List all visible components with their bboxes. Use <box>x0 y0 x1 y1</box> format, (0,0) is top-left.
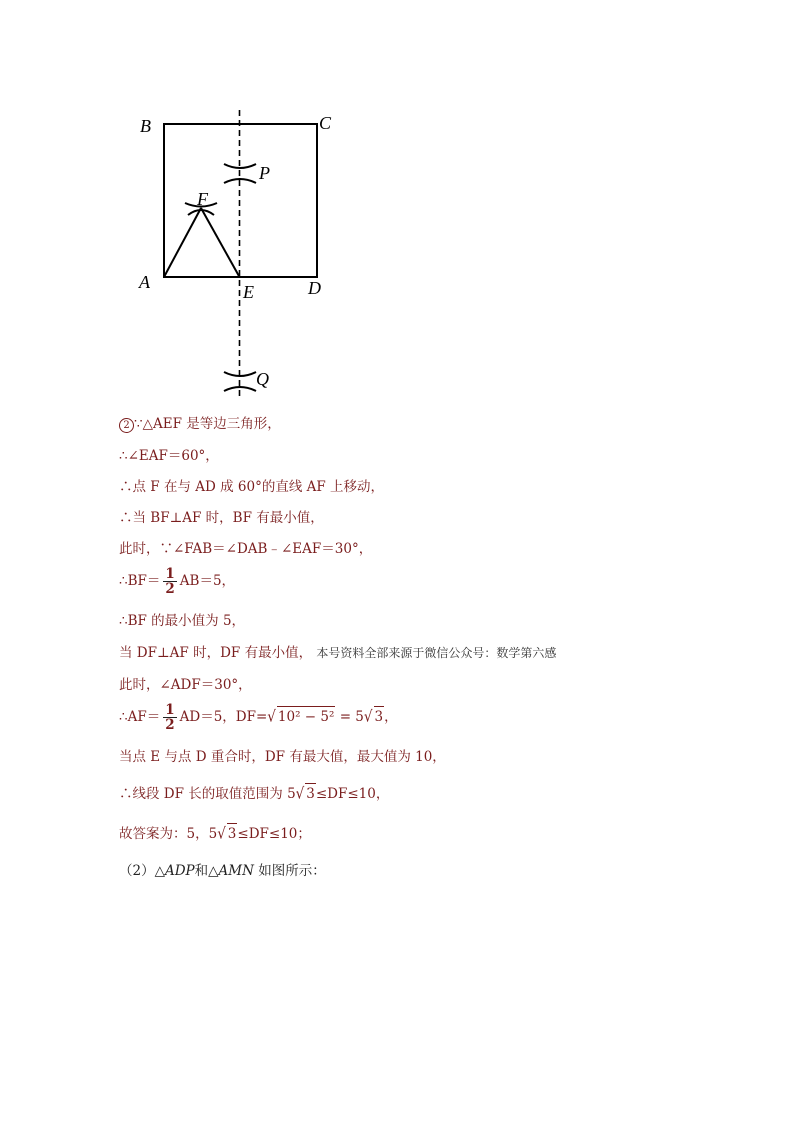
line-2-text: ∴∠EAF＝60°， <box>119 448 219 464</box>
line-6-text-b: AB＝5， <box>179 573 236 589</box>
line-7-text: ∴BF 的最小值为 5， <box>119 613 246 629</box>
line-13-text-b: ≤DF≤10； <box>237 826 311 842</box>
solution-line-11 <box>119 747 446 767</box>
line-12-text-a: ∴线段 DF 长的取值范围为 5 <box>119 786 296 802</box>
label-b: B <box>140 116 151 136</box>
radicand: 10² − 5² <box>277 706 336 727</box>
label-c: C <box>319 113 332 133</box>
circled-number: 2 <box>119 418 134 433</box>
line-6-text-a: ∴BF＝ <box>119 573 161 589</box>
fraction-half <box>163 703 176 732</box>
line-10-text-c: = 5 <box>335 709 364 725</box>
line-10-text-b: AD＝5，DF= <box>179 709 268 725</box>
segment-fe <box>201 208 240 277</box>
label-q: Q <box>256 369 269 389</box>
radical-sign: √ <box>217 824 226 844</box>
radicand: 3 <box>227 823 238 844</box>
fraction-numerator: 1 <box>165 702 175 718</box>
segment-af <box>164 208 201 277</box>
radical-sign: √ <box>267 707 276 727</box>
fraction-numerator: 1 <box>165 566 175 582</box>
label-p: P <box>259 163 270 183</box>
line-11-text: 当点 E 与点 D 重合时，DF 有最大值，最大值为 10， <box>119 749 446 765</box>
label-d: D <box>308 278 321 298</box>
label-e: E <box>243 282 254 302</box>
line-13-text-a: 故答案为：5，5 <box>119 826 218 842</box>
line-10-text-a: ∴AF＝ <box>119 709 161 725</box>
label-f: F <box>197 189 208 209</box>
fraction-denominator: 2 <box>165 717 175 733</box>
line-9-text: 此时，∠ADF＝30°， <box>119 677 252 693</box>
line-3-text: ∴点 F 在与 AD 成 60°的直线 AF 上移动， <box>119 479 385 495</box>
solution-line-13 <box>119 823 311 844</box>
fraction-denominator: 2 <box>165 581 175 597</box>
solution-line-7 <box>119 611 245 631</box>
solution-line-9 <box>119 675 252 695</box>
solution-line-2 <box>119 446 219 466</box>
solution-line-8 <box>119 643 556 663</box>
line-14-text-a: （2）△ <box>119 863 165 879</box>
line-1-text: ∵△AEF 是等边三角形， <box>134 416 281 432</box>
line-14-text-c: 如图所示： <box>253 863 326 879</box>
fraction-half <box>163 567 176 596</box>
solution-line-14 <box>119 861 326 881</box>
solution-line-5 <box>119 539 372 559</box>
solution-line-12 <box>119 783 389 804</box>
line-14-text-b: 和△ <box>194 863 219 879</box>
line-5-text: 此时，∵∠FAB＝∠DAB﹣∠EAF＝30°， <box>119 541 373 557</box>
triangle-amn: AMN <box>218 863 254 879</box>
radical-sign: √ <box>363 707 373 727</box>
solution-line-1 <box>119 414 281 434</box>
solution-line-3 <box>119 477 384 497</box>
source-note: 本号资料全部来源于微信公众号：数学第六感 <box>316 646 557 660</box>
radical-sign: √ <box>295 784 305 804</box>
triangle-adp: ADP <box>164 863 195 879</box>
line-10-text-d: ， <box>384 709 398 725</box>
line-4-text: ∴当 BF⊥AF 时，BF 有最小值， <box>119 510 324 526</box>
label-a: A <box>139 272 150 292</box>
radicand: 3 <box>305 783 316 804</box>
radicand: 3 <box>374 706 385 727</box>
geometry-figure <box>0 0 794 410</box>
square-abcd <box>164 124 317 277</box>
solution-line-6 <box>119 567 235 596</box>
line-12-text-b: ≤DF≤10， <box>315 786 390 802</box>
solution-line-10 <box>119 703 398 732</box>
solution-line-4 <box>119 508 324 528</box>
line-8-text: 当 DF⊥AF 时，DF 有最小值， <box>119 645 313 661</box>
